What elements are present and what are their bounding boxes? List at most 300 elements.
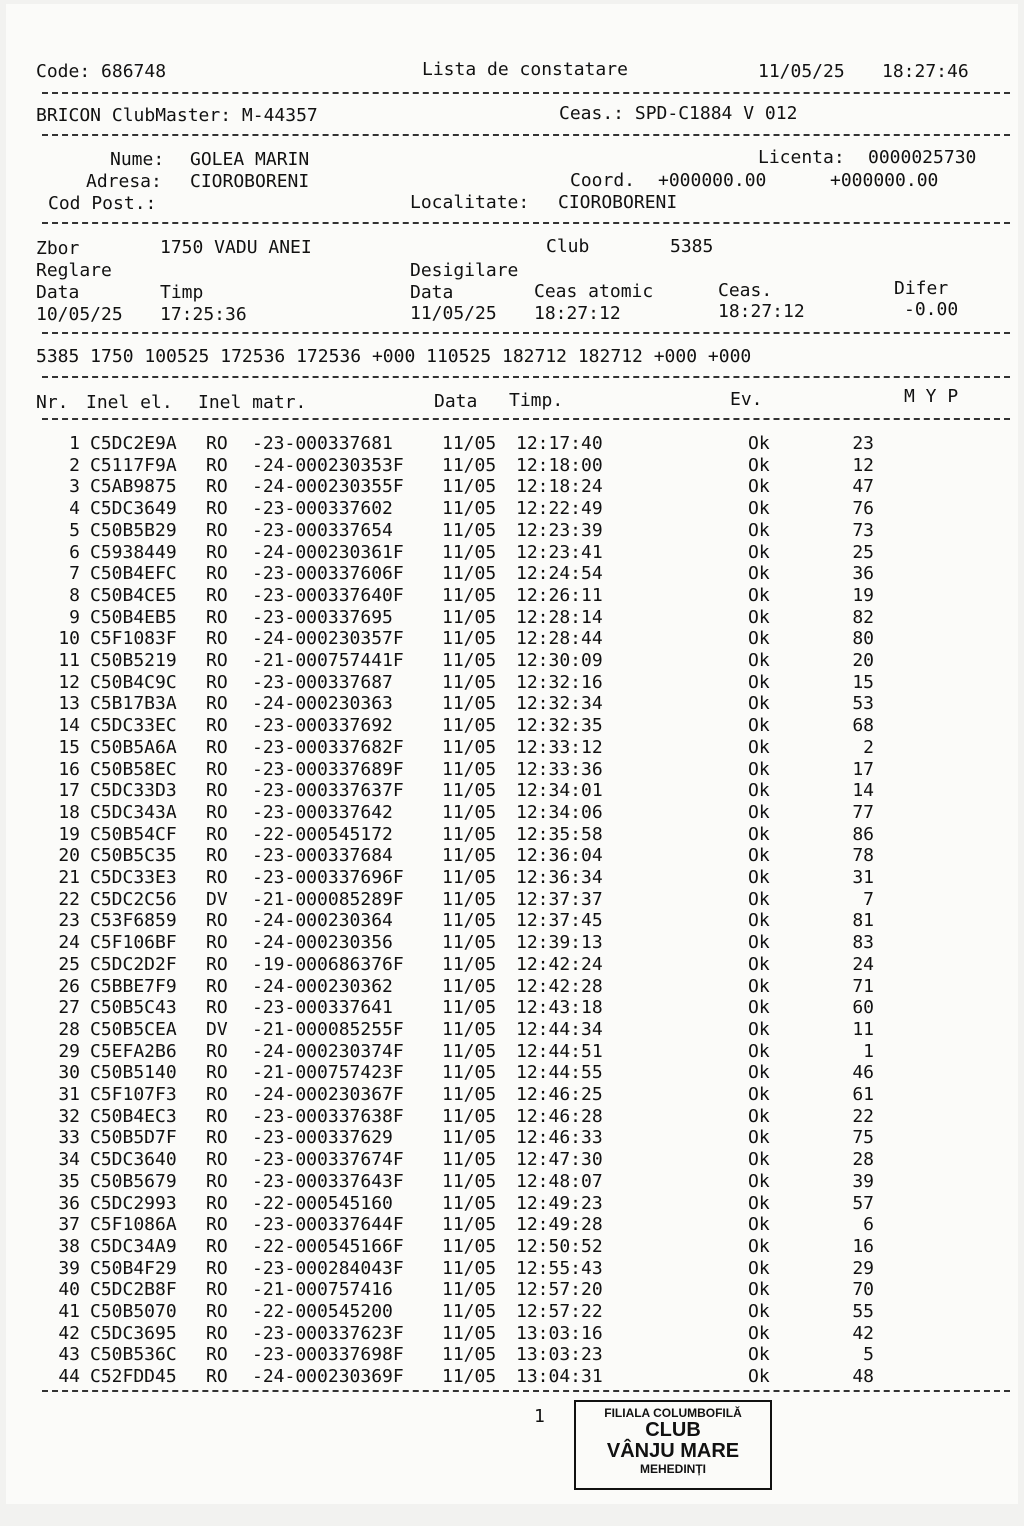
stamp-line-4: MEHEDINȚI (640, 1462, 706, 1476)
divider (42, 418, 1010, 420)
event-status: Ok (748, 628, 770, 650)
row-number: 29 (58, 1040, 80, 1062)
table-row (6, 1279, 1018, 1301)
arrival-time: 12:28:14 (516, 606, 603, 628)
table-row (6, 889, 1018, 911)
row-number: 7 (69, 563, 80, 585)
set-date-label: Data (36, 282, 80, 303)
row-number: 6 (69, 541, 80, 563)
arrival-time: 12:35:58 (516, 823, 603, 845)
event-status: Ok (748, 1040, 770, 1062)
electronic-ring: C50B5A6A (90, 736, 177, 758)
event-status: Ok (748, 1214, 770, 1236)
event-status: Ok (748, 1170, 770, 1192)
ring-number: -24-000230362 (252, 975, 393, 997)
electronic-ring: C5DC3695 (90, 1322, 177, 1344)
country-code: RO (206, 606, 228, 628)
arrival-time: 12:44:34 (516, 1018, 603, 1040)
arrival-time: 12:42:28 (516, 975, 603, 997)
electronic-ring: C5DC3640 (90, 1149, 177, 1171)
row-number: 10 (58, 628, 80, 650)
electronic-ring: C50B4C9C (90, 671, 177, 693)
row-number: 18 (58, 801, 80, 823)
country-code: RO (206, 845, 228, 867)
ring-number: -22-000545172 (252, 823, 393, 845)
arrival-date: 11/05 (442, 671, 497, 693)
event-status: Ok (748, 867, 770, 888)
flight-value: 1750 VADU ANEI (160, 237, 312, 258)
electronic-ring: C53F6859 (90, 910, 177, 932)
arrival-date: 11/05 (442, 433, 497, 454)
arrival-date: 11/05 (442, 1235, 497, 1257)
col-date: Data (434, 391, 478, 412)
ring-number: -23-000337684 (252, 845, 393, 867)
arrival-time: 12:57:22 (516, 1301, 603, 1322)
country-code: RO (206, 1344, 228, 1366)
event-status: Ok (748, 671, 770, 693)
name-label: Nume: (110, 149, 165, 170)
table-row (6, 932, 1018, 954)
arrival-time: 12:34:01 (516, 780, 603, 802)
electronic-ring: C5117F9A (90, 454, 177, 476)
row-number: 44 (58, 1366, 80, 1388)
clubmaster-id: BRICON ClubMaster: M-44357 (36, 105, 318, 126)
table-row (6, 563, 1018, 585)
arrival-time: 12:44:55 (516, 1062, 603, 1084)
electronic-ring: C5BBE7F9 (90, 975, 177, 997)
position-code: 5 (863, 1344, 874, 1366)
country-code: RO (206, 780, 228, 802)
position-code: 2 (863, 736, 874, 758)
event-status: Ok (748, 693, 770, 715)
ring-number: -24-000230364 (252, 910, 393, 932)
event-status: Ok (748, 454, 770, 476)
country-code: RO (206, 1214, 228, 1236)
arrival-time: 12:33:12 (516, 736, 603, 758)
position-code: 36 (852, 563, 874, 585)
ring-number: -21-000757441F (252, 650, 404, 671)
position-code: 17 (852, 758, 874, 780)
arrival-date: 11/05 (442, 1344, 497, 1366)
country-code: RO (206, 498, 228, 520)
event-status: Ok (748, 584, 770, 606)
event-status: Ok (748, 1192, 770, 1214)
country-code: RO (206, 454, 228, 476)
position-code: 61 (852, 1084, 874, 1105)
electronic-ring: C50B5B29 (90, 519, 177, 541)
arrival-time: 12:18:24 (516, 476, 603, 498)
table-row (6, 585, 1018, 607)
ring-number: -23-000337637F (252, 780, 404, 802)
table-row (6, 1236, 1018, 1258)
coord-label: Coord. (570, 170, 636, 191)
electronic-ring: C5DC33D3 (90, 780, 177, 802)
electronic-ring: C50B58EC (90, 758, 177, 780)
arrival-time: 12:18:00 (516, 454, 603, 476)
event-status: Ok (748, 1149, 770, 1171)
arrival-date: 11/05 (442, 563, 497, 585)
ring-number: -23-000337695 (252, 606, 393, 628)
stamp-line-1: FILIALA COLUMBOFILĂ (604, 1406, 742, 1420)
country-code: RO (206, 1127, 228, 1149)
unseal-date-label: Data (410, 282, 454, 303)
table-row (6, 997, 1018, 1019)
country-code: RO (206, 1040, 228, 1062)
electronic-ring: C50B4EFC (90, 563, 177, 585)
row-number: 12 (58, 671, 80, 693)
electronic-ring: C5938449 (90, 541, 177, 563)
event-status: Ok (748, 845, 770, 867)
electronic-ring: C5DC2E9A (90, 433, 177, 454)
table-row (6, 737, 1018, 759)
ring-number: -23-000337640F (252, 584, 404, 606)
code-label: Code: 686748 (36, 61, 167, 82)
position-code: 24 (852, 953, 874, 975)
position-code: 86 (852, 823, 874, 845)
country-code: RO (206, 1235, 228, 1257)
electronic-ring: C50B54CF (90, 823, 177, 845)
row-number: 19 (58, 823, 80, 845)
country-code: DV (206, 888, 228, 910)
set-label: Reglare (36, 260, 112, 281)
position-code: 11 (852, 1018, 874, 1040)
table-row (6, 759, 1018, 781)
arrival-date: 11/05 (442, 519, 497, 541)
arrival-time: 12:24:54 (516, 563, 603, 585)
position-code: 77 (852, 801, 874, 823)
position-code: 71 (852, 975, 874, 997)
arrival-date: 11/05 (442, 476, 497, 498)
country-code: RO (206, 1366, 228, 1388)
event-status: Ok (748, 1235, 770, 1257)
ring-number: -21-000757423F (252, 1062, 404, 1084)
table-row (6, 433, 1018, 455)
electronic-ring: C5B17B3A (90, 693, 177, 715)
row-number: 11 (58, 650, 80, 671)
stamp-line-3: VÂNJU MARE (606, 1440, 740, 1462)
col-nr: Nr. (36, 392, 69, 413)
row-number: 8 (69, 584, 80, 606)
arrival-date: 11/05 (442, 1192, 497, 1214)
arrival-time: 12:22:49 (516, 498, 603, 520)
country-code: RO (206, 1084, 228, 1105)
arrival-date: 11/05 (442, 997, 497, 1019)
ring-number: -24-000230374F (252, 1040, 404, 1062)
ring-number: -24-000230363 (252, 693, 393, 715)
arrival-date: 11/05 (442, 780, 497, 802)
ring-number: -23-000337643F (252, 1170, 404, 1192)
postal-code-label: Cod Post.: (48, 193, 157, 214)
address-label: Adresa: (86, 171, 162, 192)
table-row (6, 1366, 1018, 1388)
arrival-time: 12:48:07 (516, 1170, 603, 1192)
position-code: 25 (852, 541, 874, 563)
electronic-ring: C5DC33E3 (90, 867, 177, 888)
ring-number: -21-000085255F (252, 1018, 404, 1040)
event-status: Ok (748, 953, 770, 975)
electronic-ring: C5DC2993 (90, 1192, 177, 1214)
arrival-time: 12:49:23 (516, 1192, 603, 1214)
arrival-date: 11/05 (442, 867, 497, 888)
arrival-date: 11/05 (442, 693, 497, 715)
electronic-ring: C50B5CEA (90, 1018, 177, 1040)
atomic-clock-value: 18:27:12 (534, 303, 621, 324)
arrival-date: 11/05 (442, 498, 497, 520)
row-number: 1 (69, 433, 80, 454)
electronic-ring: C5DC34A9 (90, 1235, 177, 1257)
col-time: Timp. (509, 390, 564, 411)
ring-number: -22-000545166F (252, 1235, 404, 1257)
event-status: Ok (748, 997, 770, 1019)
arrival-time: 12:23:39 (516, 519, 603, 541)
country-code: RO (206, 1170, 228, 1192)
arrival-date: 11/05 (442, 715, 497, 737)
club-stamp (574, 1400, 772, 1490)
ring-number: -24-000230367F (252, 1084, 404, 1105)
arrival-date: 11/05 (442, 975, 497, 997)
position-code: 14 (852, 780, 874, 802)
electronic-ring: C50B4F29 (90, 1257, 177, 1279)
event-status: Ok (748, 910, 770, 932)
arrival-time: 12:32:16 (516, 671, 603, 693)
table-row (6, 976, 1018, 998)
row-number: 43 (58, 1344, 80, 1366)
arrival-date: 11/05 (442, 1149, 497, 1171)
row-number: 4 (69, 498, 80, 520)
arrival-time: 12:30:09 (516, 650, 603, 671)
event-status: Ok (748, 1366, 770, 1388)
col-ring-number: Inel matr. (198, 392, 307, 413)
position-code: 83 (852, 932, 874, 954)
event-status: Ok (748, 715, 770, 737)
ring-number: -23-000337692 (252, 715, 393, 737)
electronic-ring: C50B5140 (90, 1062, 177, 1084)
row-number: 9 (69, 606, 80, 628)
arrival-date: 11/05 (442, 1279, 497, 1301)
ring-number: -23-000337629 (252, 1127, 393, 1149)
arrival-date: 11/05 (442, 1040, 497, 1062)
event-status: Ok (748, 606, 770, 628)
ring-number: -24-000230361F (252, 541, 404, 563)
row-number: 27 (58, 997, 80, 1019)
country-code: RO (206, 476, 228, 498)
table-row (6, 1193, 1018, 1215)
arrival-time: 12:44:51 (516, 1040, 603, 1062)
col-electronic-ring: Inel el. (86, 392, 173, 413)
print-date: 11/05/25 (758, 61, 845, 82)
position-code: 46 (852, 1062, 874, 1084)
country-code: RO (206, 867, 228, 888)
country-code: RO (206, 910, 228, 932)
coord-lon: +000000.00 (830, 170, 939, 191)
license-number: 0000025730 (868, 147, 977, 168)
event-status: Ok (748, 476, 770, 498)
arrival-time: 12:37:37 (516, 888, 603, 910)
ring-number: -23-000337696F (252, 867, 404, 888)
country-code: RO (206, 953, 228, 975)
document-title: Lista de constatare (422, 59, 628, 80)
arrival-time: 12:57:20 (516, 1279, 603, 1301)
arrival-date: 11/05 (442, 953, 497, 975)
country-code: RO (206, 671, 228, 693)
arrival-date: 11/05 (442, 801, 497, 823)
clock-label: Ceas. (718, 280, 773, 301)
table-row (6, 824, 1018, 846)
electronic-ring: C5F106BF (90, 932, 177, 954)
electronic-ring: C50B5D7F (90, 1127, 177, 1149)
arrival-time: 12:26:11 (516, 584, 603, 606)
position-code: 48 (852, 1366, 874, 1388)
event-status: Ok (748, 650, 770, 671)
row-number: 20 (58, 845, 80, 867)
electronic-ring: C50B5679 (90, 1170, 177, 1192)
table-row (6, 693, 1018, 715)
arrival-time: 12:39:13 (516, 932, 603, 954)
position-code: 70 (852, 1279, 874, 1301)
clock-value: 18:27:12 (718, 301, 805, 322)
event-status: Ok (748, 1257, 770, 1279)
col-myp: M Y P (904, 386, 959, 407)
position-code: 73 (852, 519, 874, 541)
clock-id: Ceas.: SPD-C1884 V 012 (559, 103, 798, 124)
ring-number: -24-000230355F (252, 476, 404, 498)
table-row (6, 1127, 1018, 1149)
arrival-date: 11/05 (442, 1301, 497, 1322)
row-number: 2 (69, 454, 80, 476)
arrival-time: 12:28:44 (516, 628, 603, 650)
row-number: 37 (58, 1214, 80, 1236)
divider (42, 376, 1010, 378)
row-number: 36 (58, 1192, 80, 1214)
set-date-value: 10/05/25 (36, 304, 123, 325)
arrival-date: 11/05 (442, 454, 497, 476)
ring-number: -23-000337644F (252, 1214, 404, 1236)
row-number: 40 (58, 1279, 80, 1301)
row-number: 38 (58, 1235, 80, 1257)
table-row (6, 1323, 1018, 1345)
position-code: 28 (852, 1149, 874, 1171)
event-status: Ok (748, 888, 770, 910)
position-code: 75 (852, 1127, 874, 1149)
arrival-time: 12:43:18 (516, 997, 603, 1019)
country-code: RO (206, 563, 228, 585)
arrival-date: 11/05 (442, 650, 497, 671)
arrival-date: 11/05 (442, 1214, 497, 1236)
table-row (6, 1062, 1018, 1084)
event-status: Ok (748, 736, 770, 758)
row-number: 28 (58, 1018, 80, 1040)
table-row (6, 1149, 1018, 1171)
country-code: RO (206, 1062, 228, 1084)
event-status: Ok (748, 1018, 770, 1040)
difference-value: -0.00 (904, 299, 959, 320)
row-number: 33 (58, 1127, 80, 1149)
ring-number: -23-000337681 (252, 433, 393, 454)
arrival-date: 11/05 (442, 910, 497, 932)
unseal-label: Desigilare (410, 260, 519, 281)
country-code: RO (206, 1257, 228, 1279)
arrival-date: 11/05 (442, 1062, 497, 1084)
col-event: Ev. (730, 389, 763, 410)
row-number: 17 (58, 780, 80, 802)
arrival-time: 12:32:35 (516, 715, 603, 737)
arrival-date: 11/05 (442, 628, 497, 650)
country-code: RO (206, 1105, 228, 1127)
set-time-value: 17:25:36 (160, 304, 247, 325)
arrival-date: 11/05 (442, 758, 497, 780)
position-code: 12 (852, 454, 874, 476)
electronic-ring: C5DC2C56 (90, 888, 177, 910)
club-value: 5385 (670, 236, 714, 257)
table-row (6, 672, 1018, 694)
arrival-date: 11/05 (442, 845, 497, 867)
license-label: Licenta: (758, 147, 845, 168)
ring-number: -21-000757416 (252, 1279, 393, 1301)
country-code: RO (206, 932, 228, 954)
arrival-time: 12:46:33 (516, 1127, 603, 1149)
position-code: 6 (863, 1214, 874, 1236)
arrival-date: 11/05 (442, 606, 497, 628)
table-row (6, 542, 1018, 564)
country-code: RO (206, 584, 228, 606)
electronic-ring: C5DC3649 (90, 498, 177, 520)
arrival-date: 11/05 (442, 1018, 497, 1040)
table-row (6, 954, 1018, 976)
position-code: 16 (852, 1235, 874, 1257)
event-status: Ok (748, 1322, 770, 1344)
electronic-ring: C5DC33EC (90, 715, 177, 737)
event-status: Ok (748, 498, 770, 520)
arrival-time: 12:23:41 (516, 541, 603, 563)
position-code: 60 (852, 997, 874, 1019)
event-status: Ok (748, 1279, 770, 1301)
country-code: RO (206, 693, 228, 715)
ring-number: -23-000337682F (252, 736, 404, 758)
event-status: Ok (748, 433, 770, 454)
position-code: 22 (852, 1105, 874, 1127)
position-code: 81 (852, 910, 874, 932)
country-code: RO (206, 823, 228, 845)
event-status: Ok (748, 758, 770, 780)
country-code: RO (206, 628, 228, 650)
position-code: 78 (852, 845, 874, 867)
set-time-label: Timp (160, 282, 204, 303)
table-row (6, 845, 1018, 867)
arrival-date: 11/05 (442, 1366, 497, 1388)
ring-number: -23-000337698F (252, 1344, 404, 1366)
event-status: Ok (748, 932, 770, 954)
arrival-time: 12:33:36 (516, 758, 603, 780)
position-code: 23 (852, 433, 874, 454)
country-code: RO (206, 975, 228, 997)
ring-number: -22-000545160 (252, 1192, 393, 1214)
arrival-time: 12:50:52 (516, 1235, 603, 1257)
table-row (6, 498, 1018, 520)
table-row (6, 780, 1018, 802)
page-number: 1 (534, 1406, 545, 1427)
electronic-ring: C5DC2D2F (90, 953, 177, 975)
divider (42, 1390, 1010, 1392)
table-row (6, 650, 1018, 672)
ring-number: -24-000230356 (252, 932, 393, 954)
event-status: Ok (748, 823, 770, 845)
arrival-time: 12:55:43 (516, 1257, 603, 1279)
electronic-ring: C50B4EB5 (90, 606, 177, 628)
ring-number: -23-000337642 (252, 801, 393, 823)
position-code: 47 (852, 476, 874, 498)
arrival-time: 13:03:16 (516, 1322, 603, 1344)
arrival-date: 11/05 (442, 932, 497, 954)
